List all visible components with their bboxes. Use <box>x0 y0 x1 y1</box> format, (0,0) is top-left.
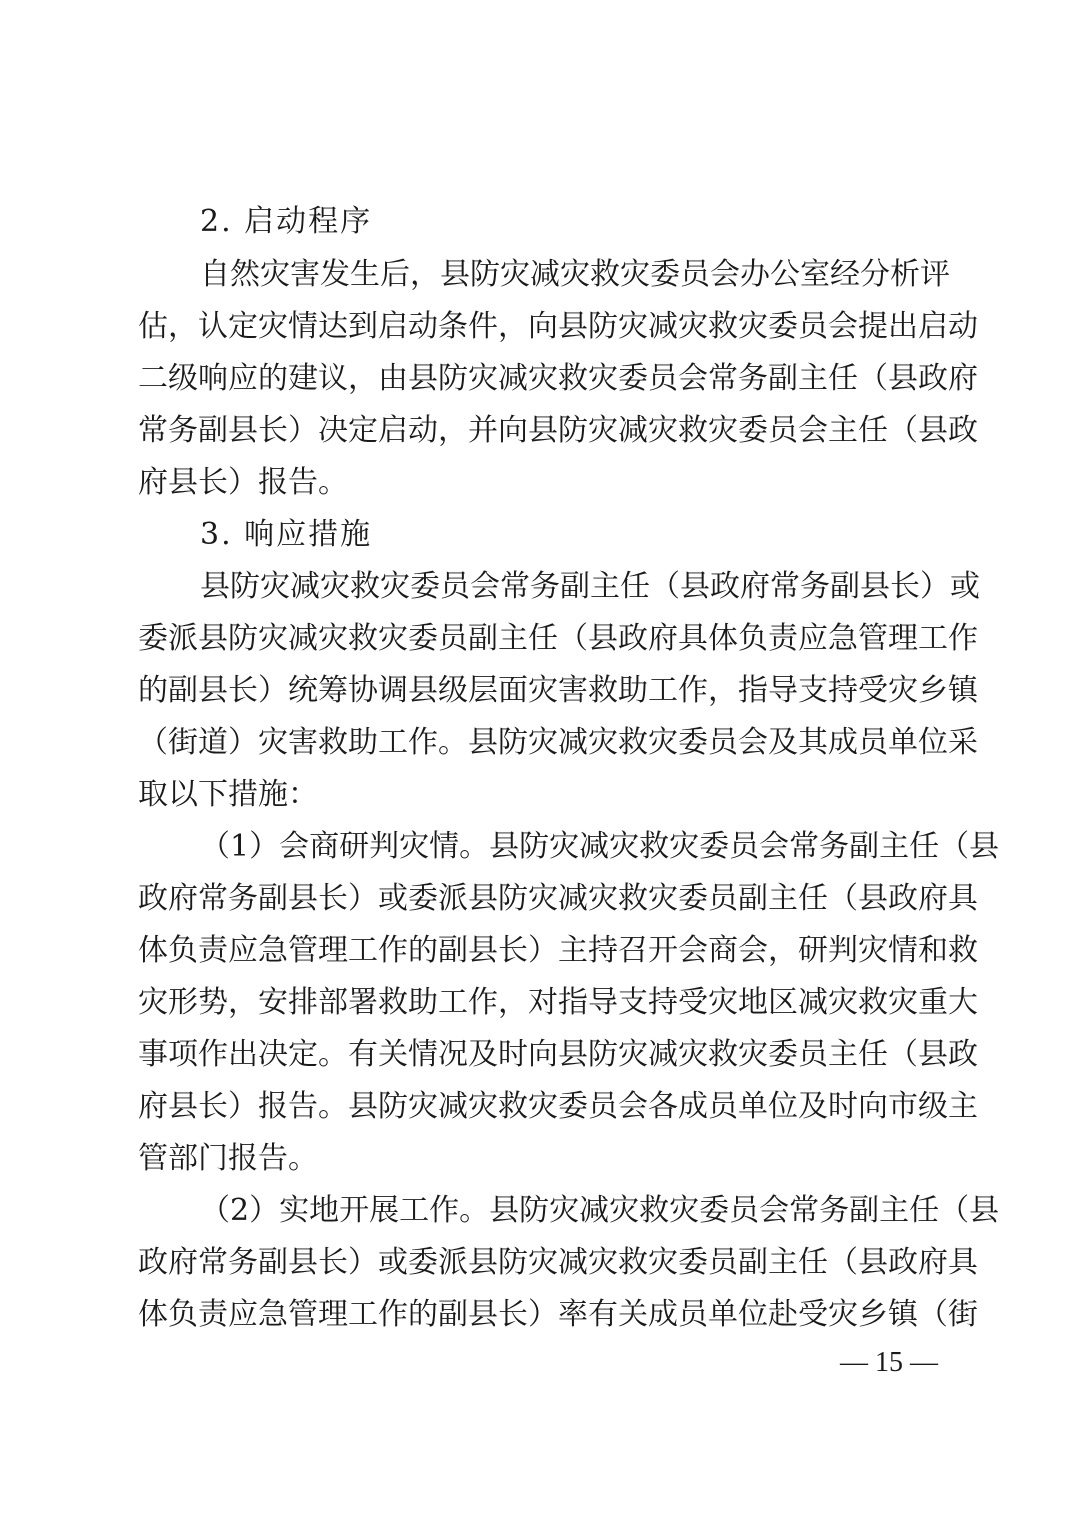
paragraph-line: 府县长）报告。县防灾减灾救灾委员会各成员单位及时向市级主 <box>138 1089 978 1124</box>
paragraph-line: （街道）灾害救助工作。县防灾减灾救灾委员会及其成员单位采 <box>138 725 978 760</box>
paragraph-line: 的副县长）统筹协调县级层面灾害救助工作，指导支持受灾乡镇 <box>138 673 978 708</box>
paragraph-line: 府县长）报告。 <box>138 465 348 500</box>
paragraph-line: 委派县防灾减灾救灾委员副主任（县政府具体负责应急管理工作 <box>138 621 978 656</box>
paragraph-line: （2）实地开展工作。县防灾减灾救灾委员会常务副主任（县 <box>200 1193 1000 1228</box>
paragraph-line: 常务副县长）决定启动，并向县防灾减灾救灾委员会主任（县政 <box>138 413 978 448</box>
paragraph-line: 政府常务副县长）或委派县防灾减灾救灾委员副主任（县政府具 <box>138 881 978 916</box>
paragraph-line: 自然灾害发生后，县防灾减灾救灾委员会办公室经分析评 <box>200 257 950 292</box>
paragraph-line: 体负责应急管理工作的副县长）主持召开会商会，研判灾情和救 <box>138 933 978 968</box>
paragraph-line: 事项作出决定。有关情况及时向县防灾减灾救灾委员主任（县政 <box>138 1037 978 1072</box>
page-number: — 15 — <box>840 1347 938 1378</box>
paragraph-line: 估，认定灾情达到启动条件，向县防灾减灾救灾委员会提出启动 <box>138 309 978 344</box>
paragraph-line: 政府常务副县长）或委派县防灾减灾救灾委员副主任（县政府具 <box>138 1245 978 1280</box>
paragraph-line: 二级响应的建议，由县防灾减灾救灾委员会常务副主任（县政府 <box>138 361 978 396</box>
paragraph-line: 管部门报告。 <box>138 1141 318 1176</box>
paragraph-line: 县防灾减灾救灾委员会常务副主任（县政府常务副县长）或 <box>200 569 980 604</box>
paragraph-line: 取以下措施： <box>138 777 318 812</box>
paragraph-line: （1）会商研判灾情。县防灾减灾救灾委员会常务副主任（县 <box>200 829 1000 864</box>
paragraph-line: 灾形势，安排部署救助工作，对指导支持受灾地区减灾救灾重大 <box>138 985 978 1020</box>
paragraph-line: 体负责应急管理工作的副县长）率有关成员单位赴受灾乡镇（街 <box>138 1297 978 1332</box>
section-heading-response-measures: 3. 响应措施 <box>200 517 373 552</box>
section-heading-startup-procedure: 2. 启动程序 <box>200 204 373 239</box>
